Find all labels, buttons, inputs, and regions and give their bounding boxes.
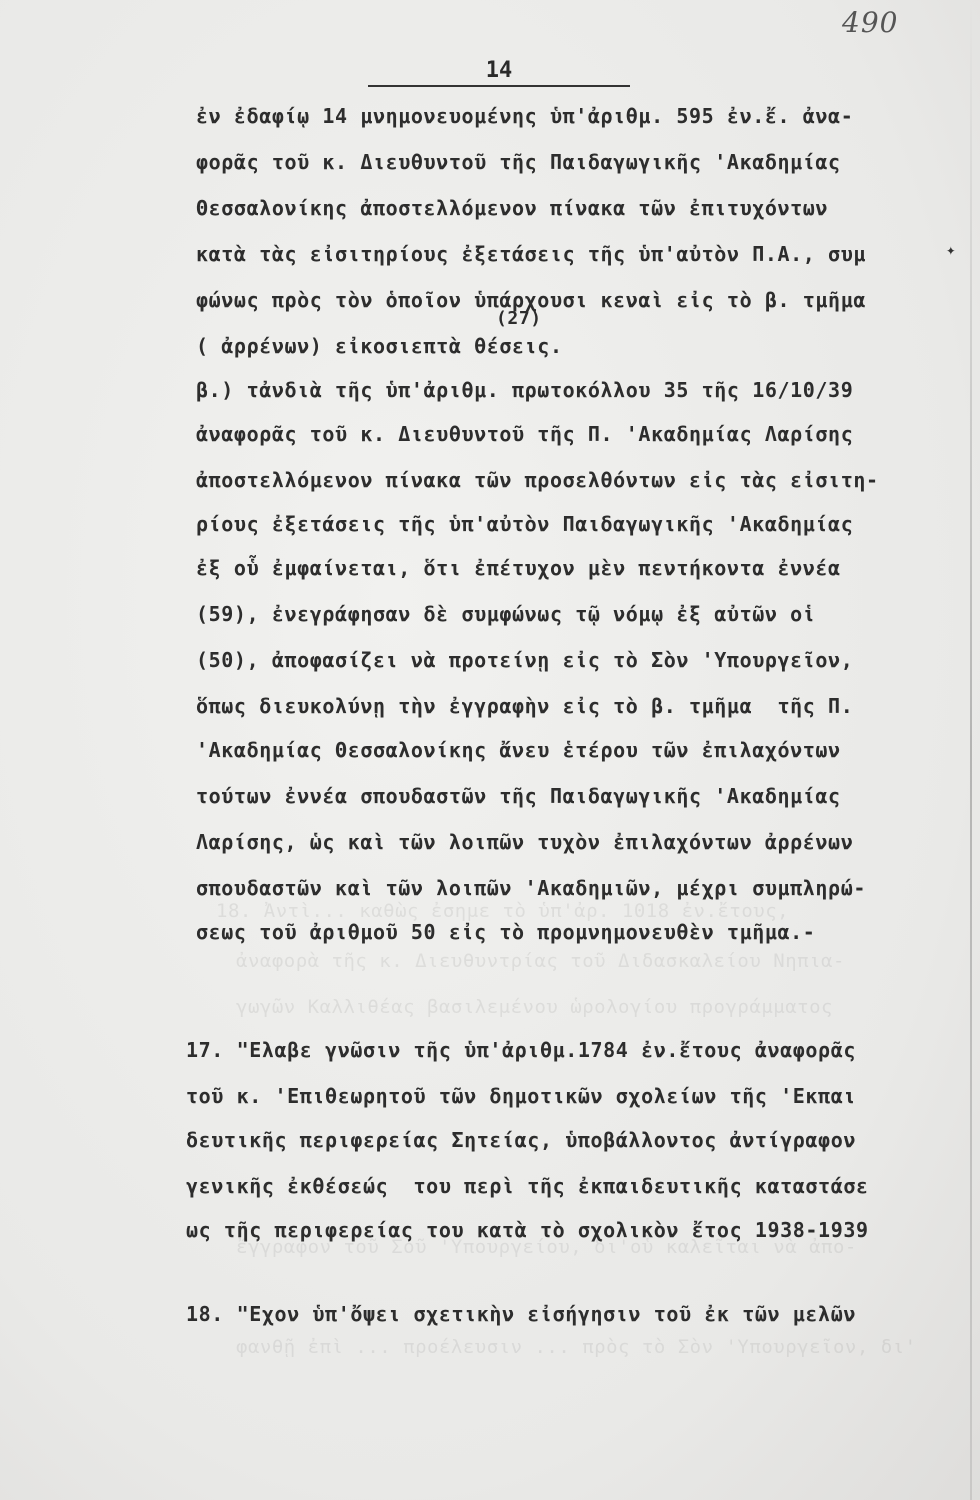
body-line: φώνως πρὸς τὸν ὁποῖον ὑπάρχουσι κεναὶ εἰς τὸ β. τμῆμα xyxy=(196,288,866,312)
body-line: σπουδαστῶν καὶ τῶν λοιπῶν 'Ακαδημιῶν, μέχρι συμπληρώ- xyxy=(196,876,866,900)
body-line: 'Ακαδημίας Θεσσαλονίκης ἄνευ ἑτέρου τῶν ἐπιλαχόντων xyxy=(196,738,841,762)
body-line: Θεσσαλονίκης ἀποστελλόμενον πίνακα τῶν ἐπιτυχόντων xyxy=(196,196,829,220)
body-line: κατὰ τὰς εἰσιτηρίους ἐξετάσεις τῆς ὑπ'αὐτὸν Π.Α., συμ xyxy=(196,242,866,266)
body-line: σεως τοῦ ἀριθμοῦ 50 εἰς τὸ προμνημονευθὲν τμῆμα.- xyxy=(196,920,816,944)
body-line: (50), ἀποφασίζει νὰ προτείνῃ εἰς τὸ Σὸν 'Υπουργεῖον, xyxy=(196,648,854,672)
body-line: ( ἀρρένων) εἰκοσιεπτὰ θέσεις. xyxy=(196,334,563,358)
page-edge-shadow xyxy=(970,0,972,1500)
bleed-through-line: φανθῇ ἐπὶ ... προέλευσιν ... πρὸς τὸ Σὸν 'Υπουργεῖον, δι' xyxy=(236,1336,917,1358)
body-line: ἀναφορᾶς τοῦ κ. Διευθυντοῦ τῆς Π. 'Ακαδημίας Λαρίσης xyxy=(196,422,854,446)
body-line: ἀποστελλόμενον πίνακα τῶν προσελθόντων εἰς τὰς εἰσιτη- xyxy=(196,468,879,492)
margin-mark: ✦ xyxy=(946,240,956,259)
item-17-line: γενικῆς ἐκθέσεώς του περὶ τῆς ἐκπαιδευτικῆς καταστάσε xyxy=(186,1174,869,1198)
body-line: ἐν ἐδαφίῳ 14 μνημονευομένης ὑπ'ἀριθμ. 595 ἐν.ἔ. ἀνα- xyxy=(196,104,854,128)
item-18-line: 18. "Εχον ὑπ'ὄψει σχετικὴν εἰσήγησιν τοῦ ἐκ τῶν μελῶν xyxy=(186,1302,856,1326)
body-line: (59), ἐνεγράφησαν δὲ συμφώνως τῷ νόμῳ ἐξ αὐτῶν οἱ xyxy=(196,602,816,626)
body-line: ἐξ οὗ ἐμφαίνεται, ὅτι ἐπέτυχον μὲν πεντήκοντα ἐννέα xyxy=(196,556,841,580)
body-line: τούτων ἐννέα σπουδαστῶν τῆς Παιδαγωγικῆς 'Ακαδημίας xyxy=(196,784,841,808)
body-line: Λαρίσης, ὡς καὶ τῶν λοιπῶν τυχὸν ἐπιλαχόντων ἀρρένων xyxy=(196,830,854,854)
page-number: 14 xyxy=(368,58,630,87)
item-17-line: 17. "Ελαβε γνῶσιν τῆς ὑπ'ἀριθμ.1784 ἐν.ἔτους ἀναφορᾶς xyxy=(186,1038,856,1062)
item-17-line: δευτικῆς περιφερείας Σητείας, ὑποβάλλοντος ἀντίγραφον xyxy=(186,1128,856,1152)
annotation-27: (27) xyxy=(496,308,542,329)
item-17-line: τοῦ κ. 'Επιθεωρητοῦ τῶν δημοτικῶν σχολείων τῆς 'Εκπαι xyxy=(186,1084,856,1108)
bleed-through-line: γωγῶν Καλλιθέας βασιλεμένου ὡρολογίου προγράμματος xyxy=(236,996,833,1018)
archive-number: 490 xyxy=(842,6,899,39)
body-line: φορᾶς τοῦ κ. Διευθυντοῦ τῆς Παιδαγωγικῆς 'Ακαδημίας xyxy=(196,150,841,174)
body-line: β.) τἀνδιὰ τῆς ὑπ'ἀριθμ. πρωτοκόλλου 35 τῆς 16/10/39 xyxy=(196,378,854,402)
body-line: ρίους ἐξετάσεις τῆς ὑπ'αὐτὸν Παιδαγωγικῆς 'Ακαδημίας xyxy=(196,512,854,536)
body-line: ὅπως διευκολύνῃ τὴν ἐγγραφὴν εἰς τὸ β. τμῆμα τῆς Π. xyxy=(196,694,854,718)
bleed-through-line: ἀναφορὰ τῆς κ. Διευθυντρίας τοῦ Διδασκαλείου Νηπια- xyxy=(236,950,845,972)
item-17-line: ως τῆς περιφερείας του κατὰ τὸ σχολικὸν ἔτος 1938-1939 xyxy=(186,1218,869,1242)
bleed-through-line: ἔγγραφον τοῦ Σοῦ 'Υπουργείου, δι'οὗ καλεῖται νὰ ἀπο- xyxy=(236,1236,857,1258)
bleed-through-line: 18. Ἀντὶ... καθὼς ἐσημε τὸ ὑπ'ἀρ. 1018 ἐν.ἔτους, xyxy=(216,900,790,922)
